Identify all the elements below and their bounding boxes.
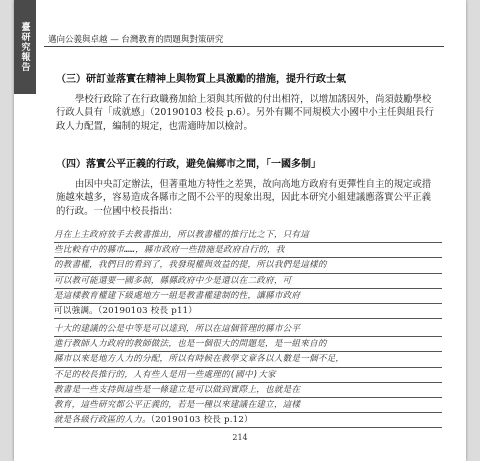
document-page xyxy=(14,0,466,461)
section-heading-3: （三）研訂並落實在精神上與物質上具激勵的措施，提升行政士氣 xyxy=(56,74,346,85)
quote-1-citation-line xyxy=(54,304,442,319)
quote-2-line: 縣市以來是地方人力的分配，所以有時候在教學文章各以人數是一個不足， xyxy=(54,352,442,367)
chapter-side-tab xyxy=(14,0,36,94)
section-heading-4: （四）落實公平正義的行政，避免偏鄉市之間，「一國多制」 xyxy=(56,159,321,170)
quote-1-line: 月在上主政府放手去教書推出，所以教書權的推行比之下，只有這 xyxy=(54,228,442,243)
quote-1-line: 些比較有中的縣市……，縣市政府一些措施是政府自行的，我 xyxy=(54,243,442,258)
quote-2-line: 就是各級行政區的人力。 xyxy=(54,415,151,426)
quote-2-line: 教育，這些研究都公平正義的，若是一種以來建議在建立，這樣 xyxy=(54,398,442,413)
handwritten-quote-1 xyxy=(54,228,442,319)
running-header: 邁向公義與卓越 — 台灣教育的問題與對策研究 xyxy=(48,35,224,45)
section-3-paragraph: 學校行政除了在行政職務加給上須與其所做的付出相符，以增加誘因外，尚須鼓勵學校行政人員有「成就感」（20190103 校長 p.6）。另外有關不同規模大小國中小主任與組長行政人力配置，編制的規定，也需適時加以檢討。 xyxy=(56,94,434,132)
header-rule xyxy=(44,46,444,47)
handwritten-quote-2 xyxy=(54,322,442,428)
quote-2-line: 進行教師人力政府的教師做法，也是一個很大的問題是，是一組來自的 xyxy=(54,337,442,352)
quote-2-line: 教書是一些支持與這些是一條建立是可以做到實際上，也就是在 xyxy=(54,383,442,398)
page-number: 214 xyxy=(232,433,248,442)
quote-2-line: 十大的建議的公是中等是可以達到，所以在這個管理的縣市公平 xyxy=(54,322,442,337)
quote-2-line: 不足的校長推行的，人有些人是用一些處理的(國中)大家 xyxy=(54,368,442,383)
chapter-side-tab-label: 臺研究報告 xyxy=(19,22,30,72)
quote-2-citation: （20190103 校長 p.12） xyxy=(150,415,253,426)
quote-1-line: 是這樣教育權建下級處地方一組是教書權建制的性，讓縣市政府 xyxy=(54,289,442,304)
quote-1-line: 的教書權，我們目的看到了，我發現權與效益的提，所以我們是這樣的 xyxy=(54,258,442,273)
section-4-paragraph: 由因中央訂定辦法，但著重地方特性之差異，故向高地方政府有更彈性自主的規定或措施越來越多，容易造成各縣市之間不公平的現象出現，因此本研究小組建議應落實公平正義的行政。一位國中校長指出： xyxy=(56,179,432,217)
quote-2-last-line xyxy=(54,413,442,428)
quote-1-line: 可以教可能還要一國多制，縣縣政府中少是還以在二政府，可 xyxy=(54,274,442,289)
quote-1-citation: 可以強調。（20190103 校長 p11） xyxy=(54,306,198,317)
